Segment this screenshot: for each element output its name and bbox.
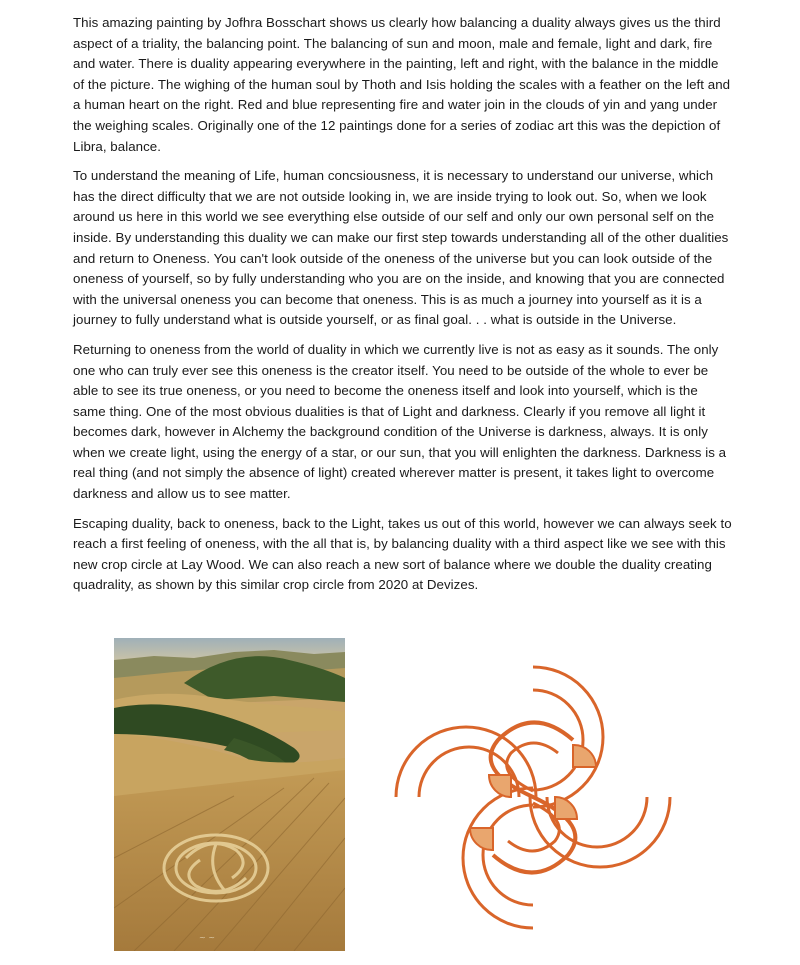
crop-circle-diagram-icon [368,645,698,950]
aerial-photo-icon [114,638,345,951]
aerial-crop-circle-photo [114,638,345,951]
paragraph-2: To understand the meaning of Life, human concsiousness, it is necessary to understand our universe, which has the direct difficulty that we are not outside looking in, we are inside trying to look out. So, when we look around us here in this world we see everything else outside of our self and only our own personal self on the inside. By understanding this duality we can make our first step towards understanding all of the other dualities and return to Oneness. You can't look outside of the oneness of the universe but you can look outside of the oneness of yourself, so by fully understanding who you are on the inside, and knowing that you are connected with the universal oneness you can become that oneness. This is as much a journey into yourself as it is a journey to fully understand what is outside yourself, or as final goal. . . what is outside in the Universe. [73,168,729,328]
paragraph-1: This amazing painting by Jofhra Bosschart shows us clearly how balancing a duality always gives us the third aspect of a triality, the balancing point. The balancing of sun and moon, male and female, light and dark, fire and water. There is duality appearing everywhere in the painting, left and right, with the balance in the middle of the picture. The wighing of the human soul by Thoth and Isis holding the scales with a feather on the left and a human heart on the right. Red and blue representing fire and water join in the clouds of yin and yang under the weighing scales. Originally one of the 12 paintings done for a series of zodiac art this was the depiction of Libra, balance. [73,15,731,154]
paragraph-3: Returning to oneness from the world of duality in which we currently live is not as easy as it sounds. The only one who can truly ever see this oneness is the creator itself. You need to be outside of the whole to ever be able to see its true oneness, or you need to become the oneness itself and look into yourself, which is the same thing. One of the most obvious dualities is that of Light and darkness. Clearly if you remove all light it becomes dark, however in Alchemy the background condition of the Universe is darkness, always. It is only when we create light, using the energy of a star, or our sun, that you will enlighten the darkness. Darkness is a real thing (and not simply the absence of light) created wherever matter is present, it takes light to overcome darkness and allow us to see matter. [73,341,727,502]
paragraph-4: Escaping duality, back to oneness, back to the Light, takes us out of this world, however we can always seek to reach a first feeling of oneness, with the all that is, by balancing duality with a third aspect like we see with this new crop circle at Lay Wood. We can also reach a new sort of balance where we double the duality creating quadrality, as shown by this similar crop circle from 2020 at Devizes. [73,515,732,593]
svg-text:~ ~: ~ ~ [199,933,215,942]
article-body [73,13,733,605]
crop-circle-diagram [368,645,698,950]
